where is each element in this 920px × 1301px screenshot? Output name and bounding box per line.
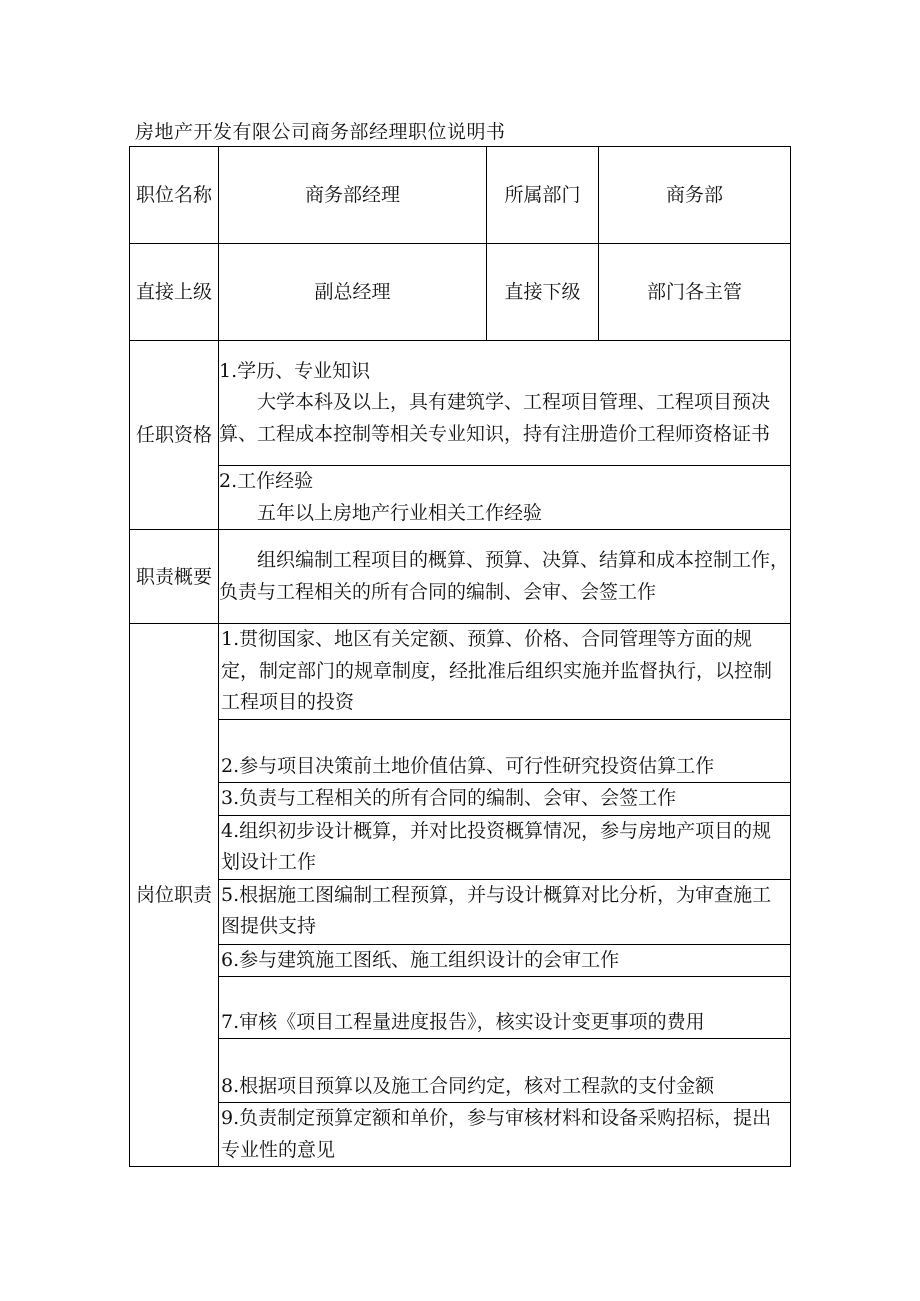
row-reporting	[130, 244, 791, 341]
label-direct-subordinate: 直接下级	[487, 244, 599, 341]
duty-row	[130, 624, 791, 720]
value-direct-subordinate: 部门各主管	[599, 244, 791, 341]
row-qualification-2	[130, 466, 791, 530]
duty-row	[130, 783, 791, 816]
duty-item-1: 1.贯彻国家、地区有关定额、预算、价格、合同管理等方面的规定，制定部门的规章制度，经批准后组织实施并监督执行，以控制工程项目的投资	[219, 624, 791, 720]
duty-item-8: 8.根据项目预算以及施工合同约定，核对工程款的支付金额	[219, 1039, 791, 1103]
duty-item-9: 9.负责制定预算定额和单价，参与审核材料和设备采购招标，提出专业性的意见	[219, 1103, 791, 1167]
duty-row	[130, 815, 791, 879]
value-direct-superior: 副总经理	[219, 244, 487, 341]
duty-item-3: 3.负责与工程相关的所有合同的编制、会审、会签工作	[219, 783, 791, 816]
label-direct-superior: 直接上级	[130, 244, 219, 341]
duty-row	[130, 1039, 791, 1103]
label-qualifications: 任职资格	[130, 341, 219, 530]
summary-body	[219, 530, 791, 624]
label-department: 所属部门	[487, 147, 599, 244]
label-duties: 岗位职责	[130, 624, 219, 1167]
duty-row	[130, 944, 791, 977]
qualification-experience-heading: 2.工作经验	[219, 470, 314, 492]
duty-row	[130, 1103, 791, 1167]
summary-text: 组织编制工程项目的概算、预算、决算、结算和成本控制工作，负责与工程相关的所有合同的编制、会审、会签工作	[219, 549, 790, 603]
duty-item-5: 5.根据施工图编制工程预算，并与设计概算对比分析，为审查施工图提供支持	[219, 879, 791, 944]
value-department: 商务部	[599, 147, 791, 244]
job-description-table	[129, 146, 791, 1167]
duty-item-6: 6.参与建筑施工图纸、施工组织设计的会审工作	[219, 944, 791, 977]
duty-item-4: 4.组织初步设计概算，并对比投资概算情况，参与房地产项目的规划设计工作	[219, 815, 791, 879]
label-position-name: 职位名称	[130, 147, 219, 244]
qualification-experience	[219, 466, 791, 530]
label-summary: 职责概要	[130, 530, 219, 624]
row-qualification-1	[130, 341, 791, 466]
document-title: 房地产开发有限公司商务部经理职位说明书	[135, 121, 506, 143]
qualification-experience-body: 五年以上房地产行业相关工作经验	[257, 501, 543, 524]
row-position-name	[130, 147, 791, 244]
duty-row	[130, 879, 791, 944]
qualification-education	[219, 341, 791, 466]
duty-item-7: 7.审核《项目工程量进度报告》，核实设计变更事项的费用	[219, 977, 791, 1039]
duty-row	[130, 720, 791, 783]
qualification-education-heading: 1.学历、专业知识	[219, 359, 371, 382]
duty-item-2: 2.参与项目决策前土地价值估算、可行性研究投资估算工作	[219, 720, 791, 783]
value-position-name: 商务部经理	[219, 147, 487, 244]
row-summary	[130, 530, 791, 624]
duty-row	[130, 977, 791, 1039]
qualification-education-body: 大学本科及以上，具有建筑学、工程项目管理、工程项目预决算、工程成本控制等相关专业知识，持有注册造价工程师资格证书	[219, 391, 771, 445]
